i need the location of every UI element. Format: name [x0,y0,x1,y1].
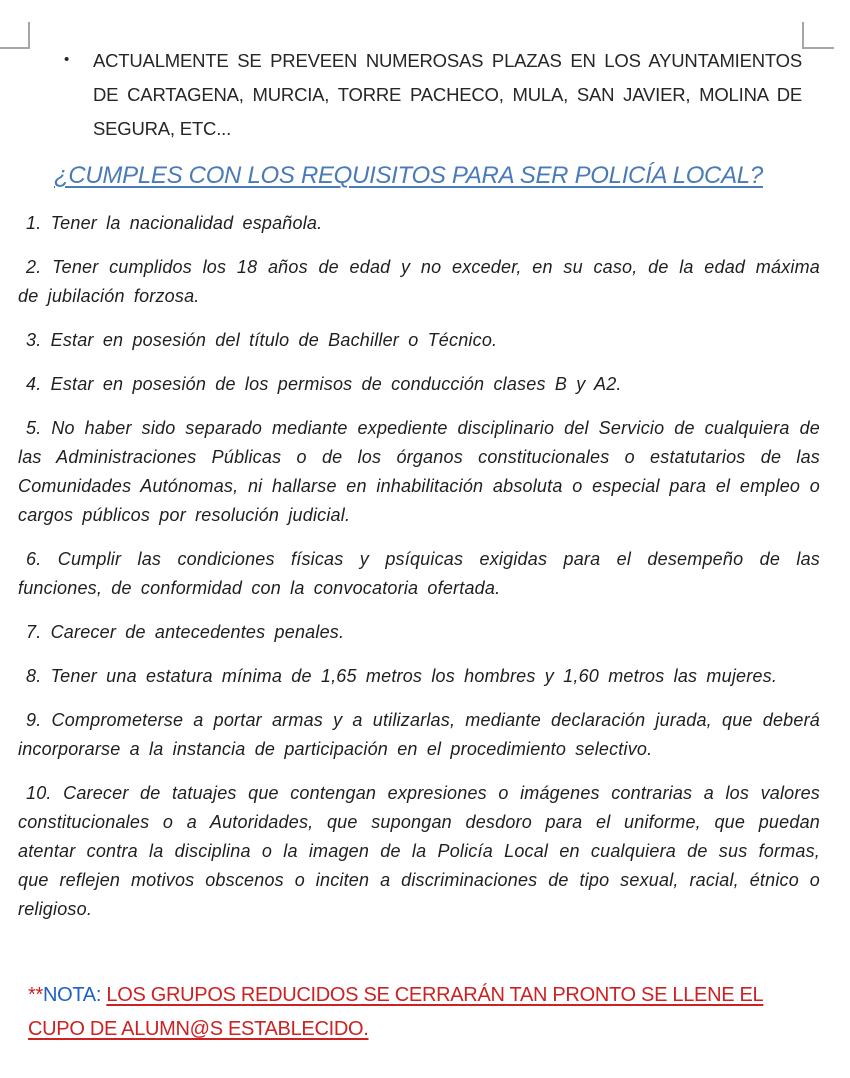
bullet-icon: • [64,51,70,68]
requirement-item-2: 2. Tener cumplidos los 18 años de edad y no exceder, en su caso, de la edad máxima de jubilación forzosa. [18,257,820,306]
requirement-item-6: 6. Cumplir las condiciones físicas y psíquicas exigidas para el desempeño de las funciones, de conformidad con la convocatoria ofertada. [18,549,820,598]
requirement-item-5: 5. No haber sido separado mediante expediente disciplinario del Servicio de cualquiera de las Administraciones Públicas o de los órganos constitucionales o estatutarios de las Comunidades Autónomas, ni hallarse en inhabilitación absoluta o especial para el empleo o cargos públicos por resolución judicial. [18,418,820,525]
intro-text: ACTUALMENTE SE PREVEEN NUMEROSAS PLAZAS EN LOS AYUNTAMIENTOS DE CARTAGENA, MURCIA, TORRE PACHECO, MULA, SAN JAVIER, MOLINA DE SEGURA, ETC... [93,50,802,139]
requirement-item-4: 4. Estar en posesión de los permisos de conducción clases B y A2. [26,374,622,394]
note-asterisks: ** [28,984,43,1006]
note-label: NOTA: [42,984,102,1006]
requirement-item-9: 9. Comprometerse a portar armas y a utilizarlas, mediante declaración jurada, que deberá incorporarse a la instancia de participación en el procedimiento selectivo. [18,710,820,759]
requirement-item-7: 7. Carecer de antecedentes penales. [26,622,345,642]
requirement-item-10: 10. Carecer de tatuajes que contengan expresiones o imágenes contrarias a los valores constitucionales o a Autoridades, que supongan desdoro para el uniforme, que puedan atentar contra la disciplina o la imagen de la Policía Local en cualquiera de sus formas, que reflejen motivos obscenos o inciten a discriminaciones de tipo sexual, racial, étnico o religioso. [18,783,820,919]
requirement-item-8: 8. Tener una estatura mínima de 1,65 metros los hombres y 1,60 metros las mujeres. [26,666,778,686]
note-paragraph [28,978,793,1046]
note-text: LOS GRUPOS REDUCIDOS SE CERRARÁN TAN PRONTO SE LLENE EL CUPO DE ALUMN@S ESTABLECIDO. [28,984,764,1040]
intro-bullet-item [64,44,802,146]
section-heading: ¿CUMPLES CON LOS REQUISITOS PARA SER POLICÍA LOCAL? [54,162,763,189]
document-content [18,44,820,924]
requirement-item-1: 1. Tener la nacionalidad española. [26,213,323,233]
requirement-item-3: 3. Estar en posesión del título de Bachiller o Técnico. [26,330,498,350]
